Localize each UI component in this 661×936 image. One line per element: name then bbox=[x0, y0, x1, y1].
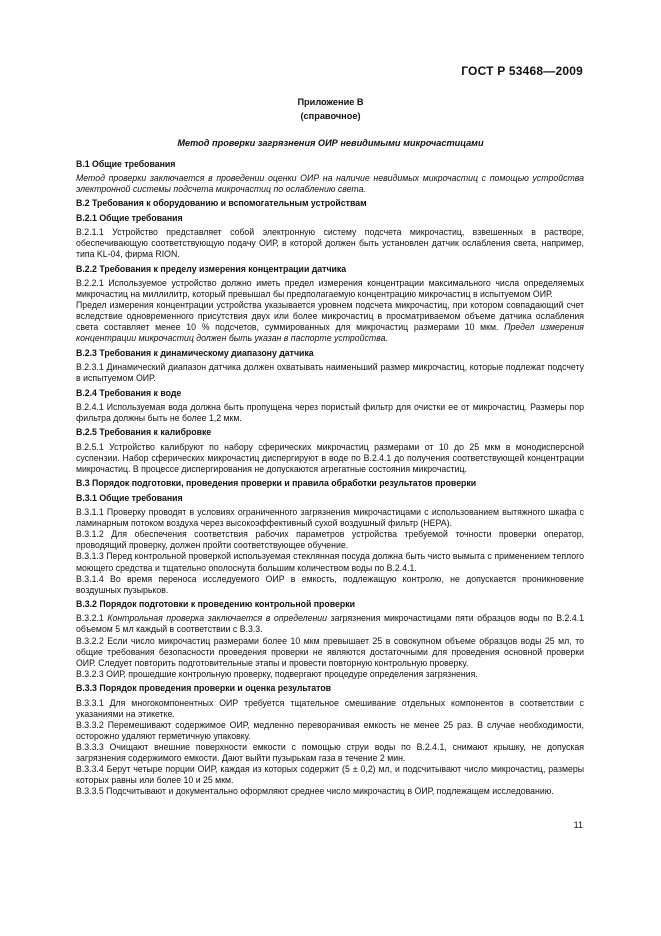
standard-number: ГОСТ Р 53468—2009 bbox=[461, 64, 583, 78]
section-heading: В.2.2 Требования к пределу измерения концентрации датчика bbox=[76, 263, 347, 274]
paragraph bbox=[76, 442, 584, 475]
paragraph bbox=[76, 764, 584, 786]
section-heading: В.2.1 Общие требования bbox=[76, 212, 183, 223]
text: В.3.2.1 bbox=[76, 613, 108, 624]
appendix-type: (справочное) bbox=[300, 111, 361, 121]
paragraph bbox=[76, 362, 584, 384]
text: В.3.1.4 Во время переноса исследуемого ОИР в емкость, подлежащую контролю, не допускается проникновение воздушных пузырьков. bbox=[76, 573, 584, 595]
italic-text: Предел измерения концентрации микрочастиц должен быть указан в паспорте устройства. bbox=[76, 322, 584, 344]
paragraph bbox=[76, 786, 584, 797]
italic-text: Контрольная проверка заключается в определении bbox=[107, 613, 327, 624]
paragraph bbox=[76, 574, 584, 596]
text: В.3.3.2 Перемешивают содержимое ОИР, медленно переворачивая емкость не менее 25 раз. В случае необходимости, осторожно удаляют герметичную упаковку. bbox=[76, 719, 584, 741]
paragraph bbox=[76, 278, 584, 300]
paragraph bbox=[76, 742, 584, 764]
section-heading: В.3.3 Порядок проведения проверки и оценка результатов bbox=[76, 683, 332, 694]
section-heading: В.3.2 Порядок подготовки к проведению контрольной проверки bbox=[76, 599, 355, 610]
section-heading: В.3.1 Общие требования bbox=[76, 492, 183, 503]
text: В.2.2.1 Используемое устройство должно иметь предел измерения концентрации максимального числа определяемых микрочастиц на миллилитр, который превышал бы предполагаемую концентрацию микрочастиц в испытуемом ОИР. bbox=[76, 277, 584, 299]
paragraph bbox=[76, 720, 584, 742]
text: В.3.2.2 Если число микрочастиц размерами более 10 мкм превышает 25 в совокупном объеме образцов воды 25 мл, то общие требования безопасности проведения проверки не являются достаточными для проведения основной проверки ОИР. Следует повторить подготовительные этапы и провести повторную контрольную проверку. bbox=[76, 635, 584, 668]
section-heading: В.2.5 Требования к калибровке bbox=[76, 427, 212, 438]
paragraph bbox=[76, 300, 584, 344]
paragraph bbox=[76, 698, 584, 720]
paragraph bbox=[76, 173, 584, 195]
section-heading: В.1 Общие требования bbox=[76, 158, 176, 169]
paragraph bbox=[76, 402, 584, 424]
text: загрязнения микрочастицами пяти образцов воды по В.2.4.1 объемом 5 мл каждый в соответствии с В.3.3. bbox=[76, 613, 584, 635]
text: В.3.3.4 Берут четыре порции ОИР, каждая из которых содержит (5 ± 0,2) мл, и подсчитывают число микрочастиц, размеры которых равны или более 10 и 25 мкм. bbox=[76, 764, 584, 786]
text: В.2.1.1 Устройство представляет собой электронную систему подсчета микрочастиц, взвешенных в растворе, обеспечивающую соответствующую подачу ОИР, в которой должен быть установлен датчик ослабления света, например, типа KL-04, фирма RION. bbox=[76, 226, 584, 260]
text: В.2.3.1 Динамический диапазон датчика должен охватывать наименьший размер микрочастиц, которые подлежат подсчету в испытуемом ОИР. bbox=[76, 362, 584, 384]
section-heading: В.2.4 Требования к воде bbox=[76, 387, 182, 398]
page-number: 11 bbox=[573, 820, 583, 830]
document-body bbox=[76, 155, 584, 797]
paragraph bbox=[76, 507, 584, 529]
section-heading: В.2.3 Требования к динамическому диапазону датчика bbox=[76, 347, 314, 358]
paragraph bbox=[76, 636, 584, 669]
text: В.3.2.3 ОИР, прошедшие контрольную проверку, подвергают процедуре определения загрязнения. bbox=[76, 668, 478, 679]
text: В.2.4.1 Используемая вода должна быть пропущена через пористый фильтр для очистки ее от микрочастиц. Размеры пор фильтра должны быть не более 1,2 мкм. bbox=[76, 401, 584, 423]
text: В.2.5.1 Устройство калибруют по набору сферических микрочастиц размерами от 10 до 25 мкм в монодисперсной суспензии. Набор сферических микрочастиц диспергируют в воде по В.2.4.1 до получения соответствующей концентрации микрочастиц. В процессе диспергирования не допускаются агрегатные состояния микрочастиц. bbox=[76, 441, 584, 474]
text: В.3.3.5 Подсчитывают и документально оформляют среднее число микрочастиц в ОИР, подлежащем исследованию. bbox=[76, 786, 554, 797]
paragraph bbox=[76, 613, 584, 635]
text: В.3.1.2 Для обеспечения соответствия рабочих параметров устройства требуемой точности проверки оператор, проводящий проверку, должен пройти соответствующее обучение. bbox=[76, 529, 584, 551]
text: В.3.3.1 Для многокомпонентных ОИР требуется тщательное смешивание отдельных компонентов в соответствии с указаниями на этикетке. bbox=[76, 697, 584, 719]
paragraph bbox=[76, 551, 584, 573]
italic-text: Метод проверки заключается в проведении оценки ОИР на наличие невидимых микрочастиц с помощью устройства электронной системы подсчета микрочастиц по ослаблению света. bbox=[76, 172, 584, 194]
paragraph bbox=[76, 669, 584, 680]
text: В.3.1.3 Перед контрольной проверкой используемая стеклянная посуда должна быть чисто вымыта с применением теплого моющего средства и тщательно ополоснута большим количеством воды по В.2.4.1. bbox=[76, 551, 584, 573]
text: Предел измерения концентрации устройства указывается уровнем подсчета микрочастиц, при котором совпадающий счет вследствие одновременного присутствия двух или более микрочастиц в просматриваемом объеме датчика ослабления света составляет менее 10 % подсчетов, суммированных для микрочастиц размерами 10 мкм. bbox=[76, 300, 584, 333]
section-heading: В.2 Требования к оборудованию и вспомогательным устройствам bbox=[76, 198, 367, 209]
appendix-title: Приложение В bbox=[297, 97, 364, 107]
section-heading: В.3 Порядок подготовки, проведения проверки и правила обработки результатов проверки bbox=[76, 478, 477, 489]
method-title: Метод проверки загрязнения ОИР невидимыми микрочастицами bbox=[177, 138, 484, 148]
text: В.3.3.3 Очищают внешние поверхности емкости с помощью струи воды по В.2.4.1, снимают крышку, не допуская загрязнения содержимого емкости. Дают выйти пузырькам газа в течение 2 мин. bbox=[76, 741, 584, 763]
paragraph bbox=[76, 227, 584, 260]
paragraph bbox=[76, 529, 584, 551]
text: В.3.1.1 Проверку проводят в условиях ограниченного загрязнения микрочастицами с использованием вытяжного шкафа с ламинарным потоком воздуха через высокоэффективный сухой воздушный фильтр (НЕРА). bbox=[76, 507, 584, 529]
